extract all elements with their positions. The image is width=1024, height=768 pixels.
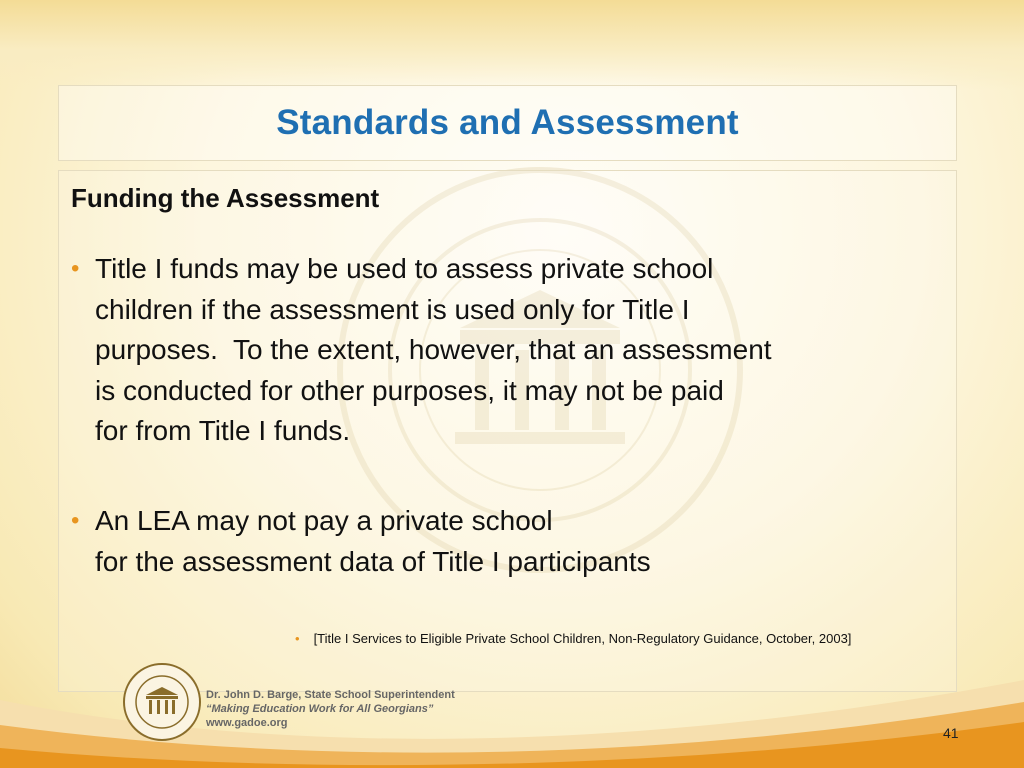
bullet-line: An LEA may not pay a private school — [95, 505, 553, 536]
bullet-dot-icon: • — [71, 255, 80, 282]
slide-subheading: Funding the Assessment — [71, 183, 380, 213]
bullet-item — [71, 501, 931, 591]
website-link[interactable]: www.gadoe.org — [206, 717, 288, 729]
content-box — [58, 170, 957, 692]
bullet-dot-icon: • — [71, 507, 80, 534]
bullet-line: is conducted for other purposes, it may not be paid — [95, 374, 724, 406]
bullet-text — [95, 249, 772, 452]
bullet-line: for the assessment data of Title I participants — [95, 545, 651, 577]
top-gradient-band — [0, 0, 1024, 90]
bullet-line: purposes. To the extent, however, that an assessment — [95, 334, 772, 365]
bullet-dot-icon: • — [295, 631, 300, 646]
title-box — [58, 85, 957, 161]
citation-text: [Title I Services to Eligible Private School Children, Non-Regulatory Guidance, October, 2003] — [313, 631, 852, 646]
bullet-item — [71, 249, 931, 459]
department-seal-logo — [122, 662, 202, 742]
bullet-line: Title I funds may be used to assess private school — [95, 253, 714, 284]
footer-text — [206, 688, 455, 730]
bullet-line: for from Title I funds. — [95, 415, 351, 446]
page-number: 41 — [943, 725, 959, 741]
bullet-text — [95, 501, 651, 582]
slide-title: Standards and Assessment — [276, 103, 739, 142]
superintendent-name: Dr. John D. Barge, State School Superintendent — [206, 689, 455, 701]
bullet-line: children if the assessment is used only for Title I — [95, 293, 690, 325]
footer-motto: “Making Education Work for All Georgians” — [206, 703, 434, 715]
